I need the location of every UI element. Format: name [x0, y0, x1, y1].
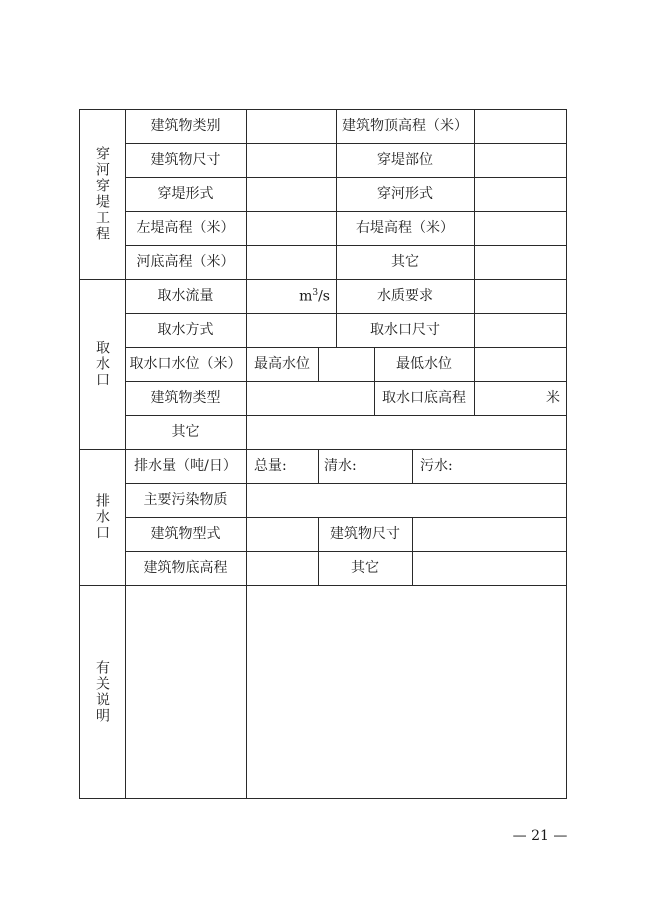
- flow-unit: $m^3/s$: [299, 287, 330, 305]
- input-outlet-bottom-elevation[interactable]: [246, 551, 318, 585]
- input-intake-other[interactable]: [246, 415, 566, 449]
- table-border-bottom: [79, 798, 567, 799]
- input-river-form[interactable]: [474, 177, 566, 211]
- input-outlet-building-form[interactable]: [246, 517, 318, 551]
- input-clean-volume[interactable]: [318, 449, 412, 483]
- label-min-level: 最低水位: [396, 356, 452, 372]
- input-intake-method[interactable]: [246, 313, 336, 347]
- label-intake-bottom-elevation: 取水口底高程: [382, 390, 466, 406]
- label-outlet-bottom-elevation: 建筑物底高程: [143, 560, 228, 576]
- label-max-level: 最高水位: [254, 356, 310, 372]
- input-intake-building-type[interactable]: [246, 381, 374, 415]
- input-sewage-volume[interactable]: [412, 449, 566, 483]
- label-crossing-other: 其它: [391, 254, 419, 270]
- input-pollutant[interactable]: [246, 483, 566, 517]
- input-intake-flow[interactable]: [246, 279, 336, 313]
- input-outlet-building-size[interactable]: [412, 517, 566, 551]
- label-riverbed: 河底高程（米）: [136, 254, 235, 270]
- input-left-dike[interactable]: [246, 211, 336, 245]
- input-top-elevation[interactable]: [474, 109, 566, 143]
- label-intake-other: 其它: [171, 424, 200, 440]
- label-top-elevation: 建筑物顶高程（米）: [342, 118, 468, 134]
- input-min-level[interactable]: [474, 347, 566, 381]
- label-dike-part: 穿堤部位: [377, 152, 433, 168]
- label-water-quality: 水质要求: [377, 288, 433, 304]
- label-dike-form: 穿堤形式: [157, 186, 214, 202]
- input-mouth-size[interactable]: [474, 313, 566, 347]
- label-left-dike: 左堤高程（米）: [136, 220, 235, 236]
- label-right-dike: 右堤高程（米）: [356, 220, 454, 236]
- input-intake-bottom-elevation[interactable]: [474, 381, 566, 415]
- input-max-level[interactable]: [318, 347, 374, 381]
- input-crossing-other[interactable]: [474, 245, 566, 279]
- label-river-form: 穿河形式: [377, 186, 433, 202]
- input-dike-part[interactable]: [474, 143, 566, 177]
- table-border-right: [566, 109, 567, 799]
- page-number: — 21 —: [512, 828, 568, 844]
- input-right-dike[interactable]: [474, 211, 566, 245]
- label-pollutant: 主要污染物质: [143, 492, 228, 508]
- section-label-intake: 取水口: [94, 340, 110, 388]
- section-label-notes: 有关说明: [94, 659, 110, 724]
- input-dike-form[interactable]: [246, 177, 336, 211]
- input-building-type[interactable]: [246, 109, 336, 143]
- input-water-quality[interactable]: [474, 279, 566, 313]
- input-building-size[interactable]: [246, 143, 336, 177]
- input-total-volume[interactable]: [246, 449, 318, 483]
- clean-label: 清水:: [324, 458, 357, 474]
- label-building-size: 建筑物尺寸: [150, 152, 221, 168]
- total-label: 总量:: [254, 458, 287, 474]
- label-intake-method: 取水方式: [157, 322, 214, 338]
- bottom-unit: 米: [546, 390, 560, 406]
- label-outlet-building-size: 建筑物尺寸: [330, 526, 400, 542]
- sewage-label: 污水:: [420, 458, 453, 474]
- label-intake-flow: 取水流量: [157, 288, 214, 304]
- input-riverbed[interactable]: [246, 245, 336, 279]
- label-intake-building-type: 建筑物类型: [150, 390, 221, 406]
- label-outlet-building-form: 建筑物型式: [150, 526, 221, 542]
- label-building-type: 建筑物类别: [150, 118, 221, 134]
- label-outlet-other: 其它: [351, 560, 379, 576]
- notes-blank-cell[interactable]: [125, 585, 246, 798]
- section-label-crossing: 穿河穿堤工程: [94, 146, 110, 242]
- input-outlet-other[interactable]: [412, 551, 566, 585]
- label-discharge-volume: 排水量（吨/日）: [134, 458, 237, 474]
- label-mouth-size: 取水口尺寸: [370, 322, 440, 338]
- section-label-outlet: 排水口: [94, 493, 110, 541]
- notes-input[interactable]: [246, 585, 566, 798]
- label-intake-water-level: 取水口水位（米）: [129, 356, 242, 372]
